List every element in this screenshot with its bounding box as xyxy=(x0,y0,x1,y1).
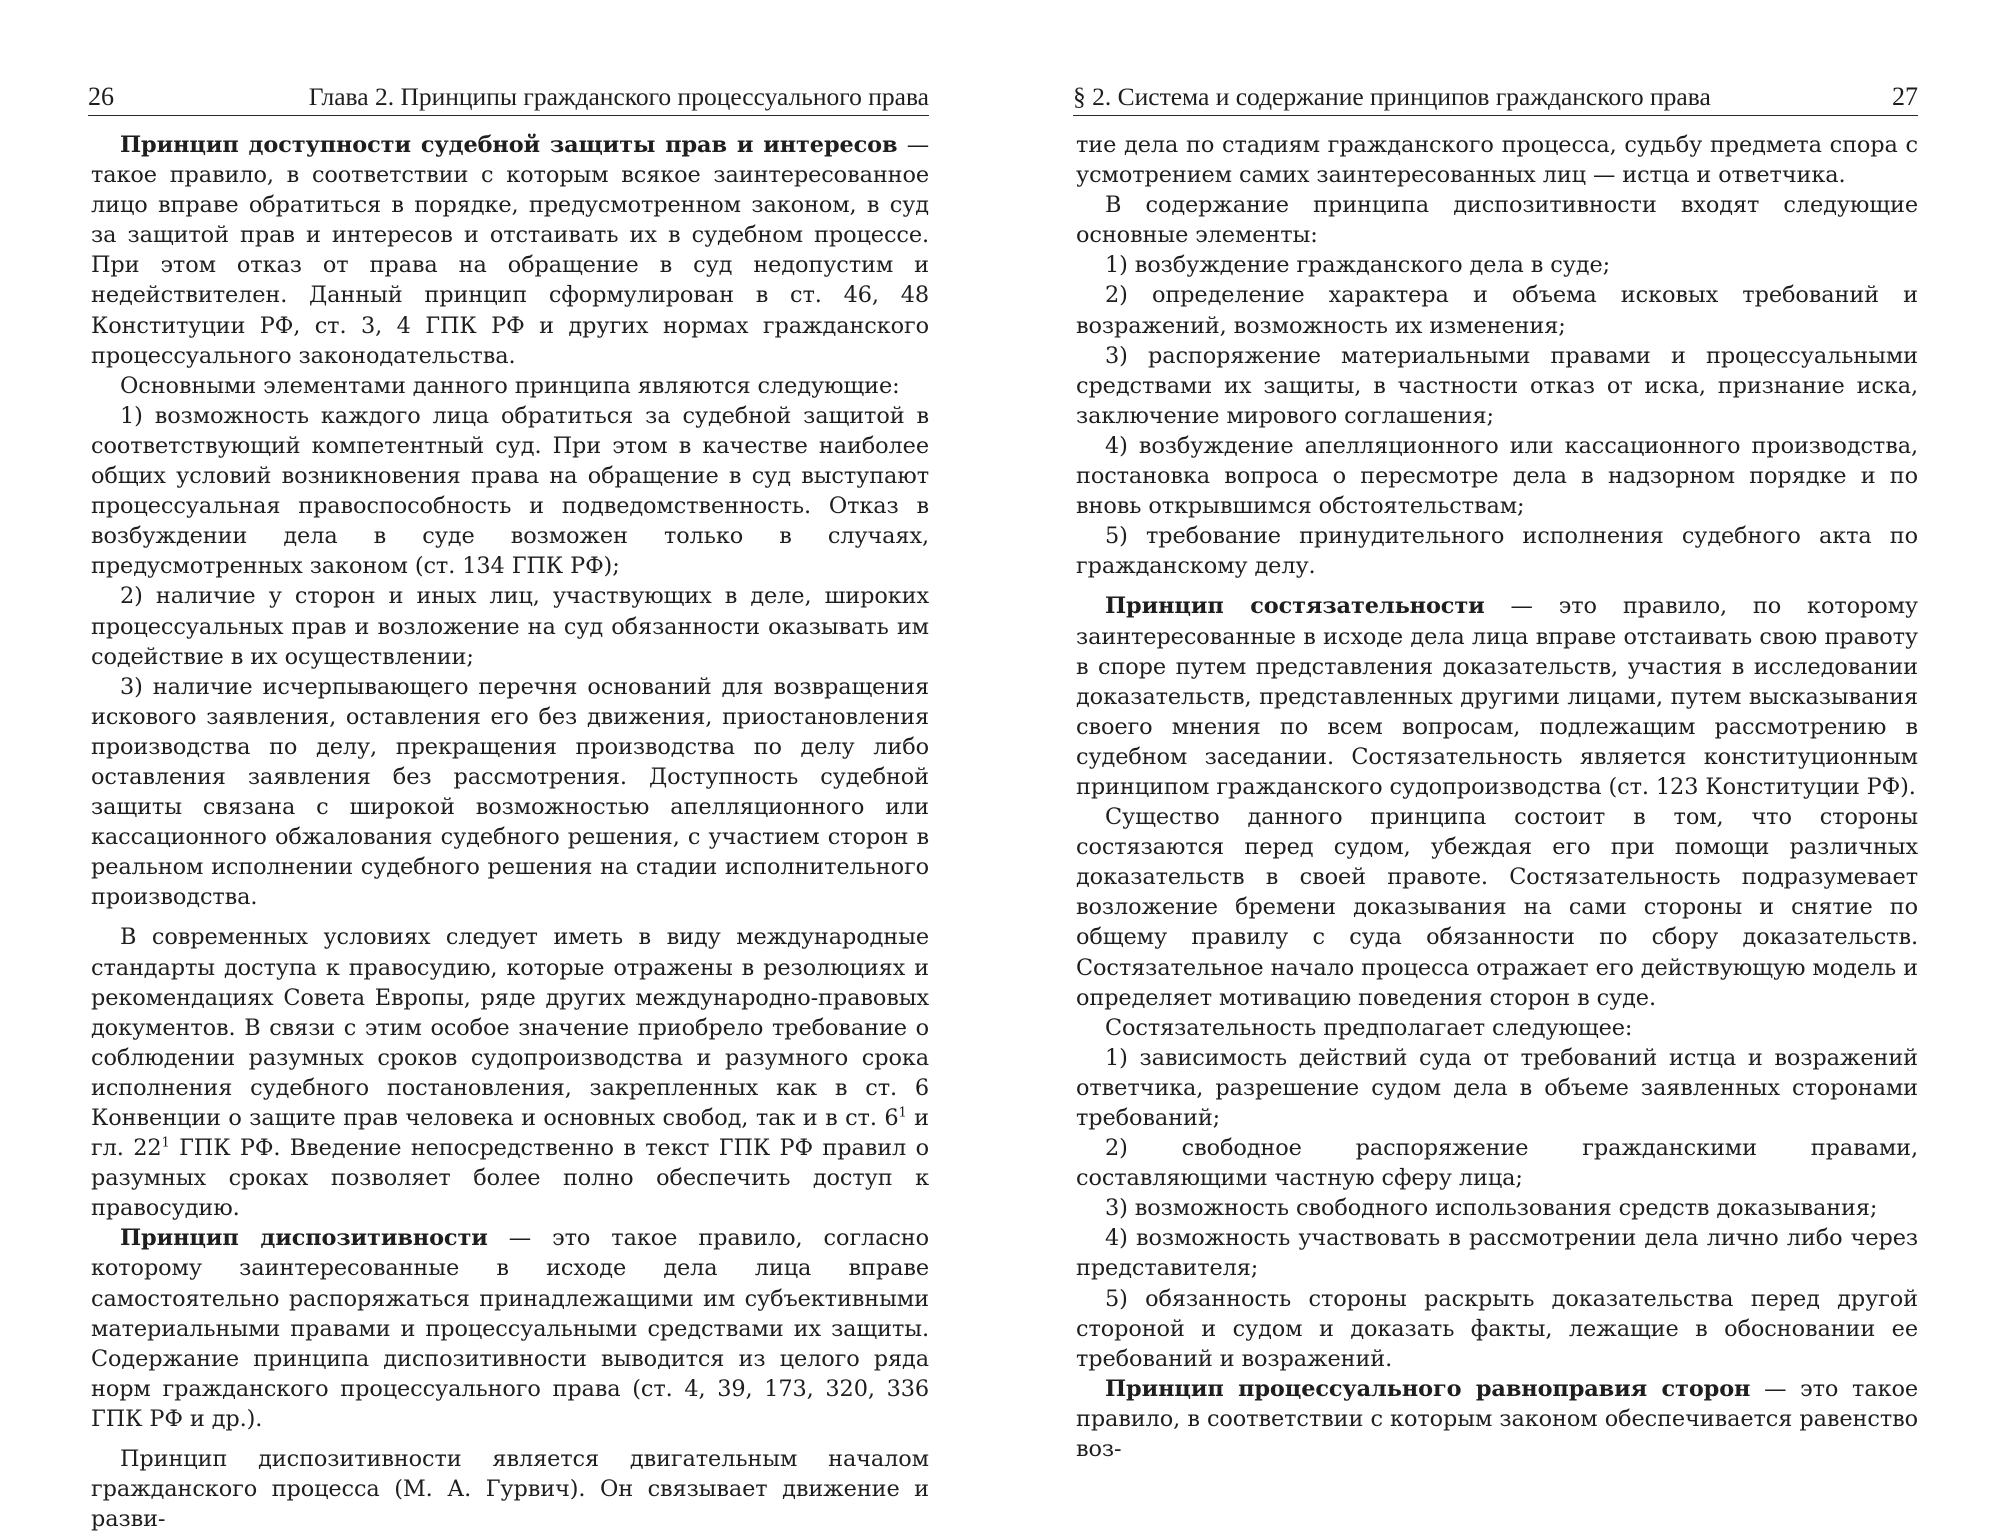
list-item: 5) обязанность стороны раскрыть доказательства перед другой стороной и судом и доказать факты, лежащие в обосновании ее требований и возражений. xyxy=(1076,1285,1918,1372)
superscript: 1 xyxy=(898,1105,907,1121)
paragraph: Состязательность предполагает следующее: xyxy=(1105,1014,1633,1041)
right-page-number: 27 xyxy=(1892,82,1918,111)
list-item: 1) возбуждение гражданского дела в суде; xyxy=(1105,252,1611,279)
paragraph: Основными элементами данного принципа являются следующие: xyxy=(120,372,900,399)
term-heading: Принцип доступности судебной защиты прав и интересов xyxy=(120,132,898,158)
superscript: 1 xyxy=(161,1135,170,1151)
list-item: 4) возбуждение апелляционного или кассационного производства, постановка вопроса о пересмотре дела в надзорном порядке и по вновь открывшимся обстоятельствам; xyxy=(1076,432,1918,520)
left-page-number: 26 xyxy=(88,82,114,111)
paragraph: В современных условиях следует иметь в виду международные стандарты доступа к правосудию, которые отражены в резолюциях и рекомендациях Совета Европы, ряде других международно-правовых документов. В связи с этим особое значение приобрело требование о соблюдении разумных сроков судопроизводства и разумного срока исполнения судебного постановления, закрепленных как в ст. 6 Конвенции о защите прав человека и основных свобод, так и в ст. $6^1$ и гл. $22^1$ ГПК РФ. Введение непосредственно в текст ГПК РФ правил о разумных сроках позволяет более полно обеспечить доступ к правосудию. xyxy=(91,924,930,1222)
list-item: 3) распоряжение материальными правами и процессуальными средствами их защиты, в частности отказ от иска, признание иска, заключение мирового соглашения; xyxy=(1076,342,1918,429)
term-heading: Принцип состязательности xyxy=(1105,593,1485,620)
paragraph: Принцип состязательности — это правило, по которому заинтересованные в исходе дела лица вправе отстаивать свою правоту в споре путем представления доказательств, участия в исследовании доказательств, представленных другими лицами, путем высказывания своего мнения по всем вопросам, подлежащим рассмотрению в судебном заседании. Состязательность является конституционным принципом гражданского судопроизводства (ст. 123 Конституции РФ). xyxy=(1076,593,1918,800)
right-page xyxy=(1000,0,2000,1510)
paragraph: Принцип диспозитивности является двигательным началом гражданского процесса (М. А. Гурвич). Он связывает движение и разви- xyxy=(91,1446,929,1533)
paragraph: Принцип доступности судебной защиты прав и интересов — такое правило, в соответствии с которым всякое заинтересованное лицо вправе обратиться в порядке, предусмотренном законом, в суд за защитой прав и интересов и отстаивать их в судебном процессе. При этом отказ от права на обращение в суд недопустим и недействителен. Данный принцип сформулирован в ст. 46, 48 Конституции РФ, ст. 3, 4 ГПК РФ и других нормах гражданского процессуального законодательства. xyxy=(91,132,929,369)
paragraph: Принцип процессуального равноправия сторон — это такое правило, в соответствии с которым законом обеспечивается равенство воз- xyxy=(1076,1375,1918,1463)
left-page xyxy=(0,0,1000,1533)
list-item: 1) возможность каждого лица обратиться за судебной защитой в соответствующий компетентный суд. При этом в качестве наиболее общих условий возникновения права на обращение в суд выступают процессуальная правоспособность и подведомственность. Отказ в возбуждении дела в суде возможен только в случаях, предусмотренных законом (ст. 134 ГПК РФ); xyxy=(91,402,929,580)
list-item: 4) возможность участвовать в рассмотрении дела лично либо через представителя; xyxy=(1076,1225,1918,1282)
list-item: 2) наличие у сторон и иных лиц, участвующих в деле, широких процессуальных прав и возложение на суд обязанности оказывать им содействие в их осуществлении; xyxy=(91,583,929,670)
list-item: 2) определение характера и объема исковых требований и возражений, возможность их изменения; xyxy=(1076,282,1918,339)
list-item: 5) требование принудительного исполнения судебного акта по гражданскому делу. xyxy=(1076,523,1918,580)
left-chapter-title: Глава 2. Принципы гражданского процессуального права xyxy=(308,82,929,111)
right-body-text xyxy=(1076,130,1918,1464)
paragraph: тие дела по стадиям гражданского процесса, судьбу предмета спора с усмотрением самих заинтересованных лиц — истца и ответчика. xyxy=(1076,132,1918,189)
paragraph: В содержание принципа диспозитивности входят следующие основные элементы: xyxy=(1076,192,1918,249)
left-body-text xyxy=(91,130,929,1534)
list-item: 2) свободное распоряжение гражданскими правами, составляющими частную сферу лица; xyxy=(1076,1135,1918,1192)
list-item: 1) зависимость действий суда от требований истца и возражений ответчика, разрешение судом дела в объеме заявленных сторонами требований; xyxy=(1076,1044,1918,1131)
list-item: 3) возможность свободного использования средств доказывания; xyxy=(1105,1195,1878,1222)
left-running-head xyxy=(88,80,929,116)
right-section-title: § 2. Система и содержание принципов гражданского права xyxy=(1073,82,1711,111)
list-item: 3) наличие исчерпывающего перечня оснований для возвращения искового заявления, оставления его без движения, приостановления производства по делу, прекращения производства по делу либо оставления заявления без рассмотрения. Доступность судебной защиты связана с широкой возможностью апелляционного или кассационного обжалования судебного решения, с участием сторон в реальном исполнении судебного решения на стадии исполнительного производства. xyxy=(91,673,929,911)
paragraph: Принцип диспозитивности — это такое правило, согласно которому заинтересованные в исходе дела лица вправе самостоятельно распоряжаться принадлежащими им субъективными материальными правами и процессуальными средствами их защиты. Содержание принципа диспозитивности выводится из целого ряда норм гражданского процессуального права (ст. 4, 39, 173, 320, 336 ГПК РФ и др.). xyxy=(91,1225,930,1432)
right-running-head xyxy=(1073,80,1918,116)
paragraph: Существо данного принципа состоит в том, что стороны состязаются перед судом, убеждая его при помощи различных доказательств в своей правоте. Состязательность подразумевает возложение бремени доказывания на сами стороны и снятие по общему правилу с суда обязанности по сбору доказательств. Состязательное начало процесса отражает его действующую модель и определяет мотивацию поведения сторон в суде. xyxy=(1076,804,1918,1011)
term-heading: Принцип процессуального равноправия сторон xyxy=(1105,1375,1751,1402)
term-heading: Принцип диспозитивности xyxy=(120,1225,488,1252)
